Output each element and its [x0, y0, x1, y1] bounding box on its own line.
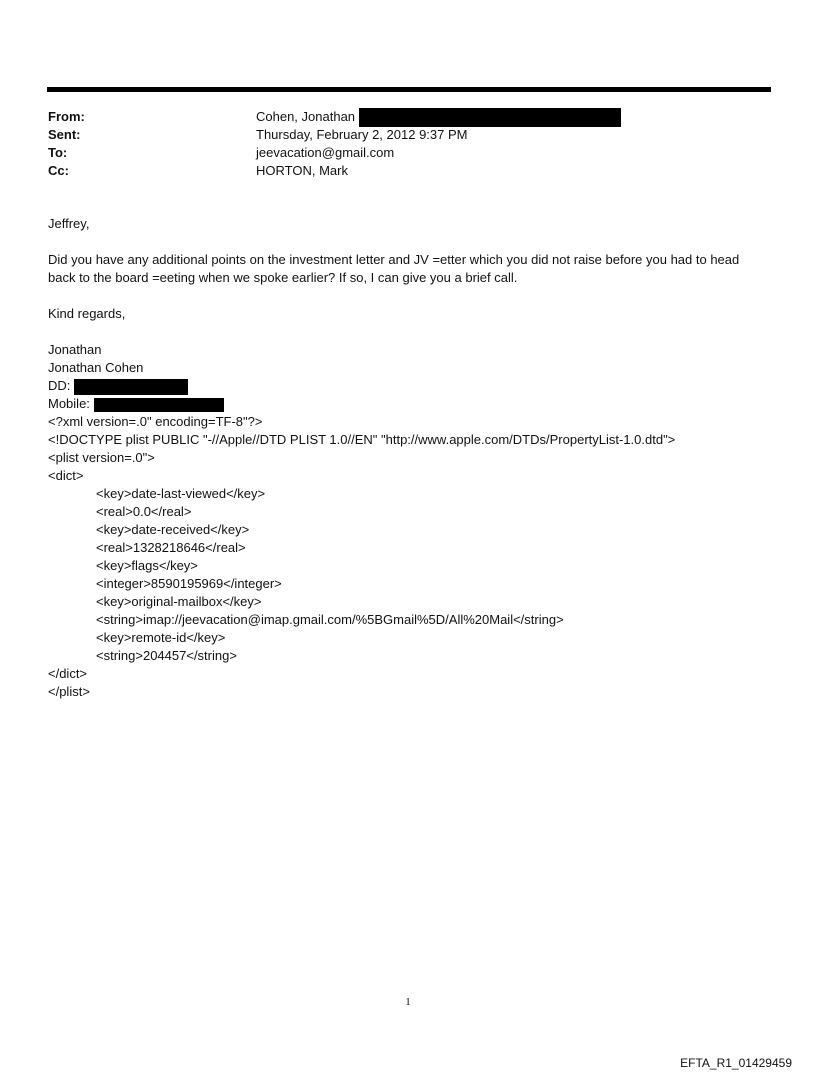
- from-label: From:: [48, 109, 85, 124]
- signature-fullname: Jonathan Cohen: [48, 360, 144, 375]
- to-label: To:: [48, 145, 68, 160]
- cc-label: Cc:: [48, 163, 69, 178]
- dd-label: DD:: [48, 378, 71, 393]
- signature-name: Jonathan: [48, 342, 102, 357]
- from-row: [48, 108, 768, 126]
- message-paragraph: Did you have any additional points on the investment letter and JV =etter which you did not raise before you had to head back to the board =eeting when we spoke earlier? If so, I can give you a brief call.: [48, 252, 740, 285]
- xml-line: <key>date-received</key>: [96, 522, 250, 537]
- xml-line: <real>0.0</real>: [96, 504, 192, 519]
- cc-row: [48, 162, 768, 180]
- header-rule: [47, 87, 771, 92]
- greeting: Jeffrey,: [48, 216, 90, 231]
- plist-close: </plist>: [48, 684, 90, 699]
- email-body: [48, 215, 768, 701]
- xml-line: <key>original-mailbox</key>: [96, 594, 262, 609]
- xml-line: <string>204457</string>: [96, 648, 237, 663]
- page-number: 1: [405, 996, 411, 1008]
- dict-close: </dict>: [48, 666, 88, 681]
- xml-line: <key>flags</key>: [96, 558, 198, 573]
- sent-value: Thursday, February 2, 2012 9:37 PM: [256, 127, 468, 142]
- xml-line: <integer>8590195969</integer>: [96, 576, 282, 591]
- xml-line: <string>imap://jeevacation@imap.gmail.com/%5BGmail%5D/All%20Mail</string>: [96, 612, 564, 627]
- document-id: EFTA_R1_01429459: [680, 1056, 792, 1070]
- mobile-line: [48, 395, 768, 413]
- dd-line: [48, 377, 768, 395]
- from-value: [256, 108, 621, 127]
- closing: Kind regards,: [48, 306, 126, 321]
- xml-doctype: <!DOCTYPE plist PUBLIC "-//Apple//DTD PLIST 1.0//EN" "http://www.apple.com/DTDs/PropertyList-1.0.dtd">: [48, 432, 676, 447]
- cc-value: HORTON, Mark: [256, 163, 348, 178]
- sent-label: Sent:: [48, 127, 81, 142]
- plist-open: <plist version=.0">: [48, 450, 155, 465]
- xml-line: <key>remote-id</key>: [96, 630, 226, 645]
- to-row: [48, 144, 768, 162]
- xml-declaration: <?xml version=.0" encoding=TF-8"?>: [48, 414, 263, 429]
- from-name: Cohen, Jonathan: [256, 109, 356, 124]
- redaction-box: [74, 379, 188, 395]
- to-value: jeevacation@gmail.com: [256, 145, 395, 160]
- sent-row: [48, 126, 768, 144]
- mobile-label: Mobile:: [48, 396, 90, 411]
- redaction-box: [359, 108, 621, 127]
- redaction-box: [94, 398, 224, 412]
- xml-line: <real>1328218646</real>: [96, 540, 246, 555]
- xml-line: <key>date-last-viewed</key>: [96, 486, 266, 501]
- email-header: [48, 108, 768, 180]
- dict-open: <dict>: [48, 468, 84, 483]
